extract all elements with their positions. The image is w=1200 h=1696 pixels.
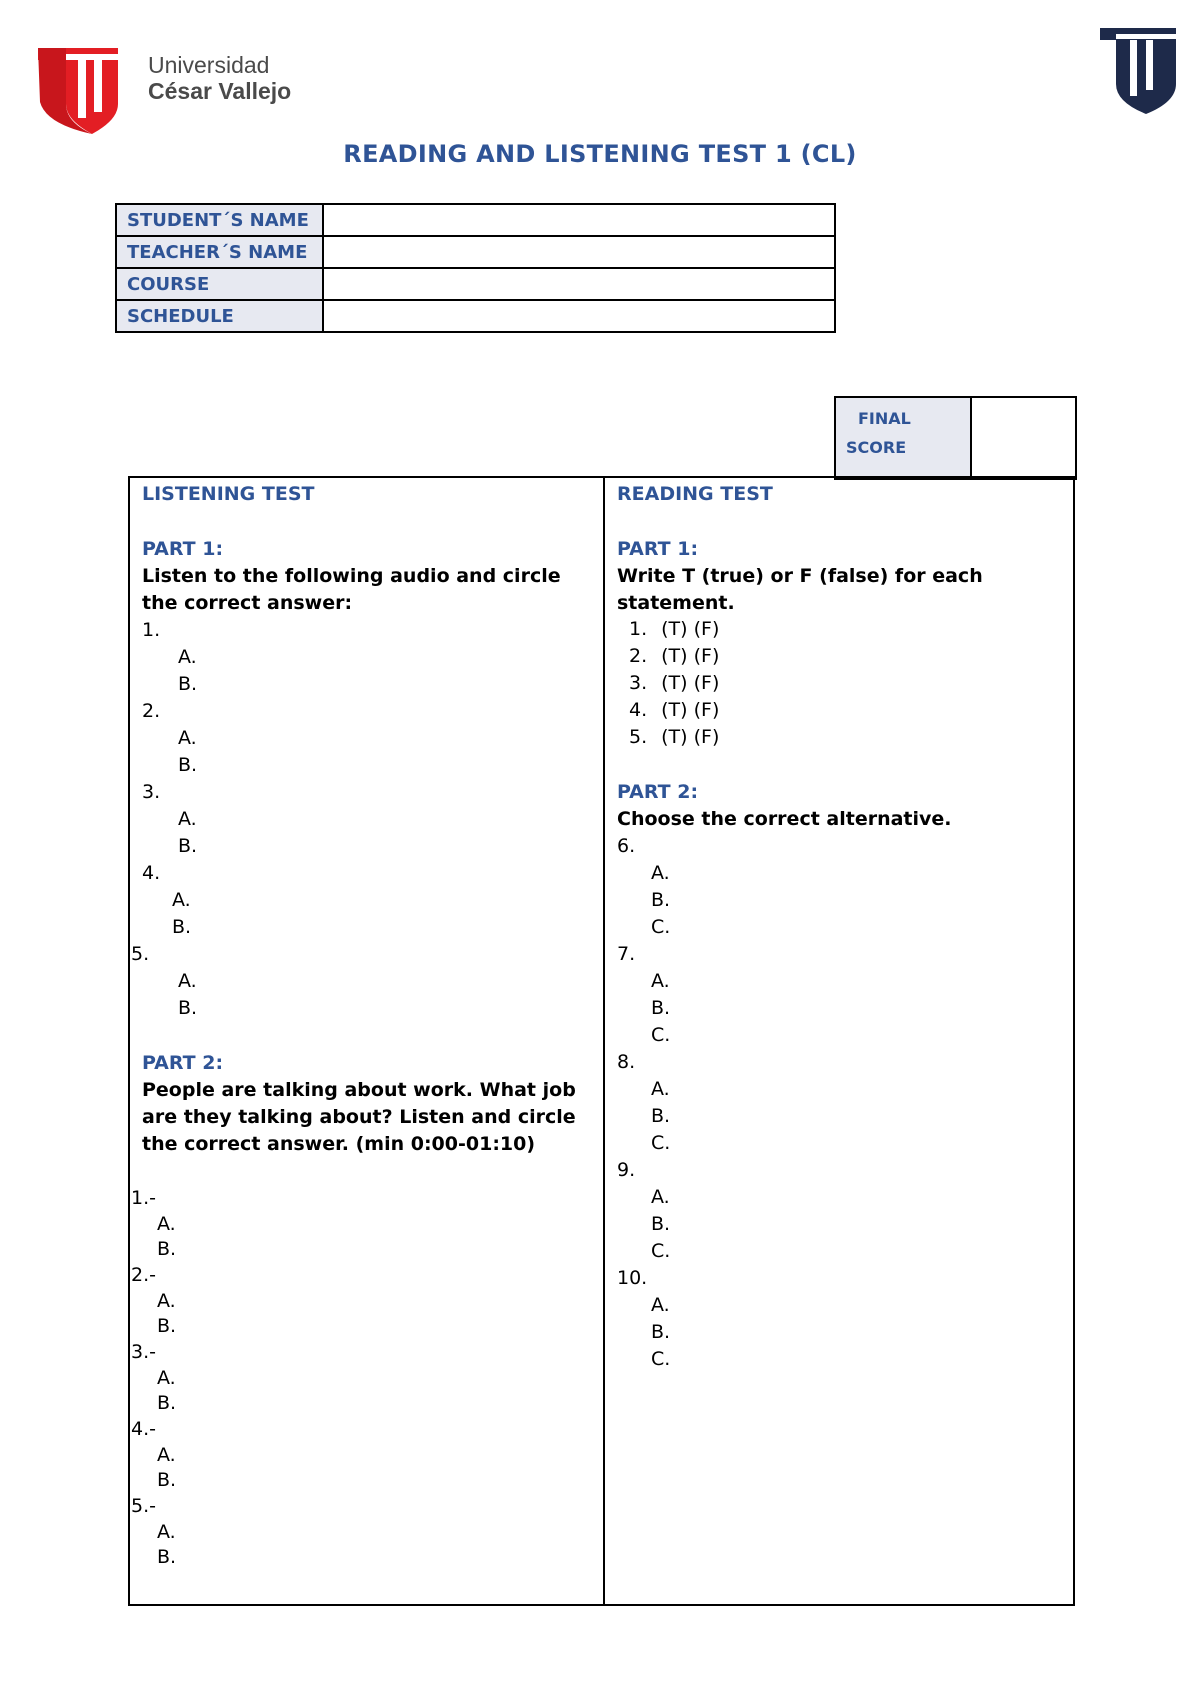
- l1-q2-a[interactable]: A.: [178, 727, 197, 749]
- r2-q6-num: 6.: [617, 835, 636, 857]
- r1-item3-num: 3.: [629, 672, 648, 694]
- l2-q4-num: 4.-: [131, 1418, 156, 1440]
- r2-q7-c[interactable]: C.: [651, 1024, 671, 1046]
- listening-heading: LISTENING TEST: [142, 483, 315, 505]
- course-field[interactable]: [323, 268, 835, 300]
- l2-q3-num: 3.-: [131, 1341, 156, 1363]
- r2-q10-num: 10.: [617, 1267, 648, 1289]
- r2-q9-num: 9.: [617, 1159, 636, 1181]
- l2-q4-a[interactable]: A.: [157, 1444, 176, 1466]
- l2-q3-b[interactable]: B.: [157, 1392, 177, 1414]
- l1-q2-b[interactable]: B.: [178, 754, 198, 776]
- r2-q8-num: 8.: [617, 1051, 636, 1073]
- schedule-label: SCHEDULE: [116, 300, 323, 332]
- ucv-logo-icon: [36, 40, 126, 136]
- final-score-label-line1: FINAL: [858, 409, 911, 428]
- r1-item5[interactable]: [629, 724, 719, 751]
- r1-item4[interactable]: [629, 697, 719, 724]
- l1-q5-num: 5.: [131, 943, 150, 965]
- column-divider: [603, 478, 605, 1604]
- student-name-label: STUDENT´S NAME: [116, 204, 323, 236]
- l1-q4-a[interactable]: A.: [172, 889, 191, 911]
- listening-part1-instruction: Listen to the following audio and circle the correct answer:: [142, 565, 561, 614]
- info-row-course: [116, 268, 835, 300]
- info-row-teacher: [116, 236, 835, 268]
- r2-q6-b[interactable]: B.: [651, 889, 671, 911]
- university-line1: Universidad: [148, 52, 270, 78]
- student-info-table: [115, 203, 836, 333]
- r1-item4-num: 4.: [629, 699, 648, 721]
- r1-item2[interactable]: [629, 643, 719, 670]
- l1-q1-b[interactable]: B.: [178, 673, 198, 695]
- l2-q2-b[interactable]: B.: [157, 1315, 177, 1337]
- l1-q1-num: 1.: [142, 619, 161, 641]
- l2-q1-a[interactable]: A.: [157, 1213, 176, 1235]
- l1-q4-b[interactable]: B.: [172, 916, 192, 938]
- r2-q9-b[interactable]: B.: [651, 1213, 671, 1235]
- r2-q10-c[interactable]: C.: [651, 1348, 671, 1370]
- listening-part2-label: PART 2:: [142, 1052, 224, 1074]
- reading-heading: READING TEST: [617, 483, 773, 505]
- r2-q7-num: 7.: [617, 943, 636, 965]
- l2-q4-b[interactable]: B.: [157, 1469, 177, 1491]
- r2-q7-a[interactable]: A.: [651, 970, 670, 992]
- r1-item1-opts[interactable]: (T) (F): [661, 618, 720, 640]
- reading-part1-label: PART 1:: [617, 538, 699, 560]
- r2-q7-b[interactable]: B.: [651, 997, 671, 1019]
- l2-q5-b[interactable]: B.: [157, 1546, 177, 1568]
- r1-item2-opts[interactable]: (T) (F): [661, 645, 720, 667]
- listening-part1-label: PART 1:: [142, 538, 224, 560]
- r1-item3-opts[interactable]: (T) (F): [661, 672, 720, 694]
- r2-q9-c[interactable]: C.: [651, 1240, 671, 1262]
- final-score-field[interactable]: [971, 397, 1076, 479]
- test-body: [128, 476, 1075, 1606]
- l1-q3-a[interactable]: A.: [178, 808, 197, 830]
- page-title: READING AND LISTENING TEST 1 (CL): [343, 140, 857, 168]
- l1-q2-num: 2.: [142, 700, 161, 722]
- schedule-field[interactable]: [323, 300, 835, 332]
- l1-q3-b[interactable]: B.: [178, 835, 198, 857]
- r1-item5-num: 5.: [629, 726, 648, 748]
- final-score-label-line2: SCORE: [846, 438, 907, 457]
- r1-item1-num: 1.: [629, 618, 648, 640]
- l2-q2-a[interactable]: A.: [157, 1290, 176, 1312]
- l1-q1-a[interactable]: A.: [178, 646, 197, 668]
- r1-item3[interactable]: [629, 670, 719, 697]
- l1-q4-num: 4.: [142, 862, 161, 884]
- l2-q2-num: 2.-: [131, 1264, 156, 1286]
- r2-q10-a[interactable]: A.: [651, 1294, 670, 1316]
- r2-q8-a[interactable]: A.: [651, 1078, 670, 1100]
- l2-q3-a[interactable]: A.: [157, 1367, 176, 1389]
- r2-q8-c[interactable]: C.: [651, 1132, 671, 1154]
- reading-part2-instruction: Choose the correct alternative.: [617, 808, 952, 830]
- l2-q5-a[interactable]: A.: [157, 1521, 176, 1543]
- l2-q5-num: 5.-: [131, 1495, 156, 1517]
- r1-item2-num: 2.: [629, 645, 648, 667]
- listening-part2-instruction: People are talking about work. What job are they talking about? Listen and circle the correct answer. (min 0:00-01:10): [142, 1079, 576, 1155]
- student-name-field[interactable]: [323, 204, 835, 236]
- l1-q3-num: 3.: [142, 781, 161, 803]
- r1-item4-opts[interactable]: (T) (F): [661, 699, 720, 721]
- r1-item1[interactable]: [629, 616, 719, 643]
- r2-q10-b[interactable]: B.: [651, 1321, 671, 1343]
- r2-q6-c[interactable]: C.: [651, 916, 671, 938]
- l2-q1-num: 1.-: [131, 1187, 156, 1209]
- l1-q5-b[interactable]: B.: [178, 997, 198, 1019]
- reading-part2-label: PART 2:: [617, 781, 699, 803]
- final-score-label: [835, 397, 971, 479]
- reading-part1-instruction: Write T (true) or F (false) for each statement.: [617, 565, 983, 614]
- info-row-schedule: [116, 300, 835, 332]
- l1-q5-a[interactable]: A.: [178, 970, 197, 992]
- course-label: COURSE: [116, 268, 323, 300]
- l2-q1-b[interactable]: B.: [157, 1238, 177, 1260]
- r2-q9-a[interactable]: A.: [651, 1186, 670, 1208]
- r2-q6-a[interactable]: A.: [651, 862, 670, 884]
- r1-item5-opts[interactable]: (T) (F): [661, 726, 720, 748]
- university-line2: César Vallejo: [148, 78, 292, 104]
- final-score-box: [834, 396, 1077, 480]
- teacher-name-label: TEACHER´S NAME: [116, 236, 323, 268]
- university-name: [148, 52, 291, 104]
- info-row-student: [116, 204, 835, 236]
- r2-q8-b[interactable]: B.: [651, 1105, 671, 1127]
- ucv-shield-icon: [1098, 26, 1178, 116]
- teacher-name-field[interactable]: [323, 236, 835, 268]
